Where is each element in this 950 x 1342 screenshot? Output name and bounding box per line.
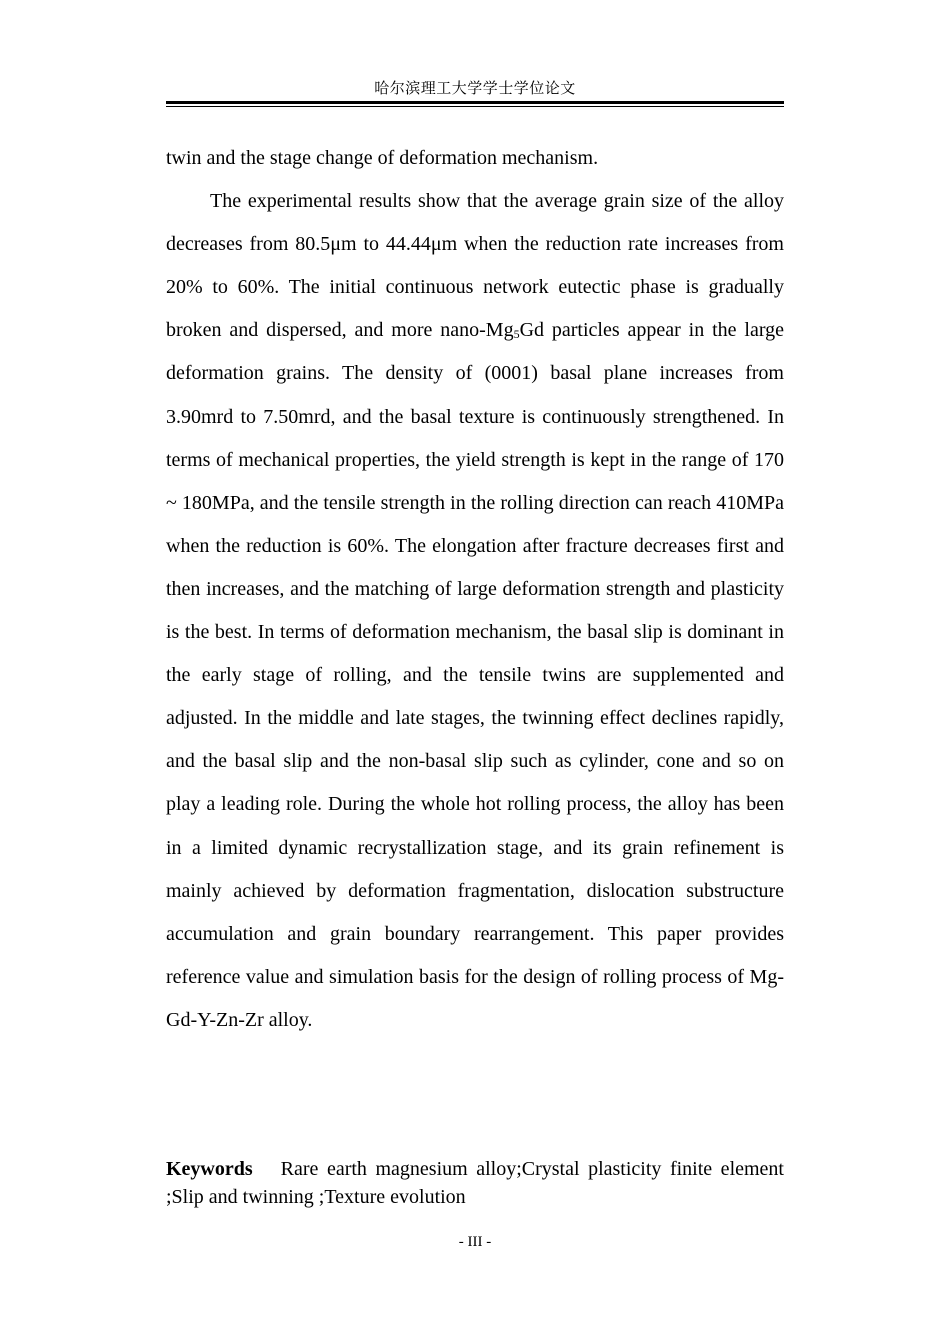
- running-header: 哈尔滨理工大学学士学位论文: [374, 81, 576, 97]
- keywords-text: Rare earth magnesium alloy;Crystal plasticity finite element ;Slip and twinning ;Texture evolution: [166, 1158, 784, 1208]
- header-rule-thin: [166, 106, 784, 107]
- keywords-label: Keywords: [166, 1158, 253, 1180]
- page-number: - III -: [458, 1234, 492, 1250]
- subscript-5: 5: [513, 327, 520, 342]
- header-rule-thick: [166, 101, 784, 104]
- paragraph-text-part-1: The experimental results show that the average grain size of the alloy decreases from 80.5μm to 44.44μm when the reduction rate increases from 20% to 60%. The initial continuous network eutectic phase is gradually broken and dispersed, and more nano-Mg: [166, 190, 784, 342]
- abstract-paragraph-continued: twin and the stage change of deformation mechanism.: [166, 147, 599, 169]
- abstract-paragraph-main: [166, 180, 784, 1042]
- keywords-block: [166, 1155, 784, 1211]
- paragraph-text-part-2: Gd particles appear in the large deformation grains. The density of (0001) basal plane increases from 3.90mrd to 7.50mrd, and the basal texture is continuously strengthened. In terms of mechanical properties, the yield strength is kept in the range of 170 ~ 180MPa, and the tensile strength in the rolling direction can reach 410MPa when the reduction is 60%. The elongation after fracture decreases first and then increases, and the matching of large deformation strength and plasticity is the best. In terms of deformation mechanism, the basal slip is dominant in the early stage of rolling, and the tensile twins are supplemented and adjusted. In the middle and late stages, the twinning effect declines rapidly, and the basal slip and the non-basal slip such as cylinder, cone and so on play a leading role. During the whole hot rolling process, the alloy has been in a limited dynamic recrystallization stage, and its grain refinement is mainly achieved by deformation fragmentation, dislocation substructure accumulation and grain boundary rearrangement. This paper provides reference value and simulation basis for the design of rolling process of Mg-Gd-Y-Zn-Zr alloy.: [166, 319, 784, 1031]
- abstract-body: [166, 137, 784, 1042]
